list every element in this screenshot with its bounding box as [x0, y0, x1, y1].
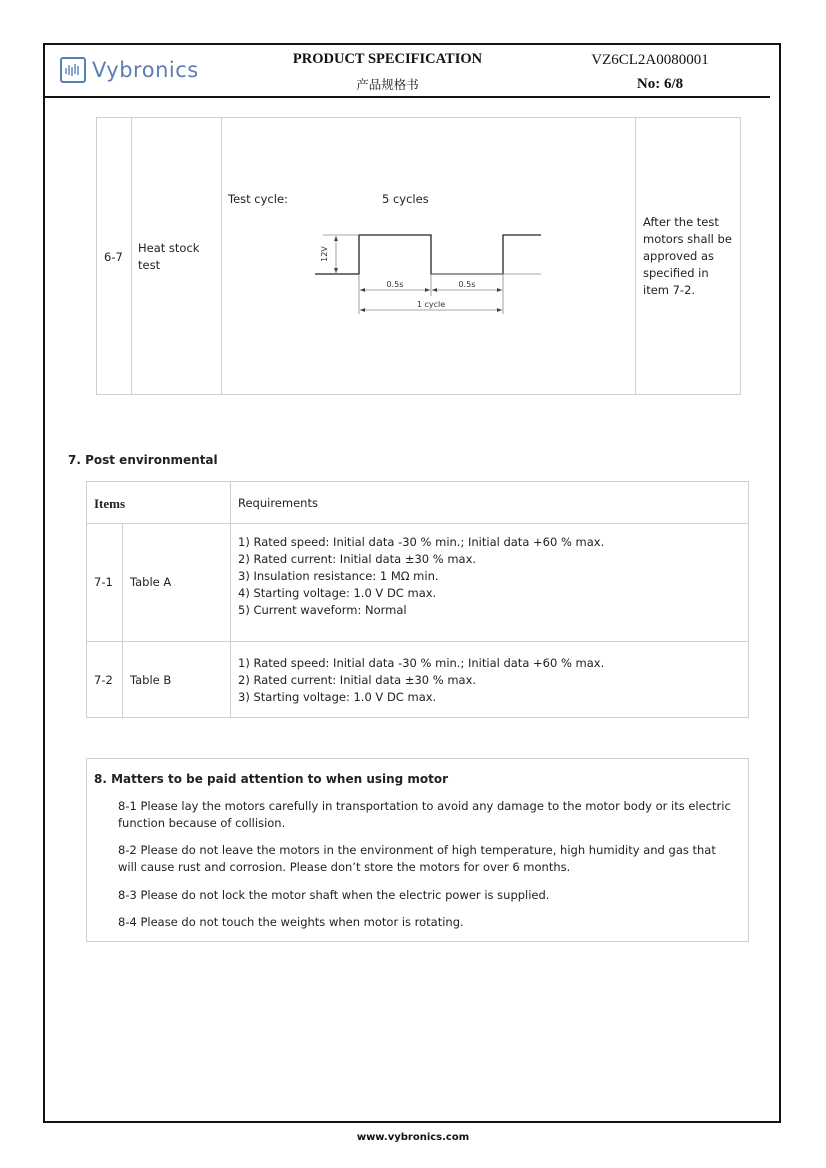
- heat-cycle-diagram: [315, 226, 545, 318]
- table-divider: [221, 118, 222, 394]
- table-divider: [122, 523, 123, 717]
- requirements-header: Requirements: [238, 496, 318, 510]
- section-8-title: 8. Matters to be paid attention to when using motor: [94, 772, 449, 786]
- row-number: 7-1: [94, 575, 113, 589]
- table-divider: [230, 482, 231, 717]
- row-name: Table A: [130, 575, 172, 589]
- section-7-title: 7. Post environmental: [68, 453, 218, 467]
- requirement-line: 5) Current waveform: Normal: [238, 603, 407, 617]
- requirement-line: 2) Rated current: Initial data ±30 % max.: [238, 552, 477, 566]
- test-item: Heat stock test: [138, 241, 200, 272]
- document-number: VZ6CL2A0080001: [591, 52, 709, 68]
- table-divider: [87, 523, 748, 524]
- table-divider: [87, 641, 748, 642]
- requirement-line: 3) Insulation resistance: 1 MΩ min.: [238, 569, 439, 583]
- caution-item: 8-4 Please do not touch the weights when motor is rotating.: [118, 915, 464, 929]
- document-subtitle: 产品规格书: [356, 77, 419, 92]
- vybronics-logo: [60, 55, 199, 85]
- half-period-label: 0.5s: [458, 280, 476, 289]
- table-divider: [131, 118, 132, 394]
- requirement-line: 1) Rated speed: Initial data -30 % min.; Initial data +60 % max.: [238, 656, 605, 670]
- section-8-box: [86, 758, 749, 942]
- caution-item: 8-2 Please do not leave the motors in the environment of high temperature, high humidity and gas that will cause rust and corrosion. Please don’t store the motors for over 6 months.: [118, 843, 716, 874]
- table-divider: [635, 118, 636, 394]
- requirements-list: [238, 655, 743, 706]
- row-name: Table B: [130, 673, 172, 687]
- test-cycle-label: Test cycle:: [228, 192, 288, 206]
- footer-url: www.vybronics.com: [356, 1132, 470, 1143]
- caution-item: 8-3 Please do not lock the motor shaft when the electric power is supplied.: [118, 888, 550, 902]
- header-rule: [45, 96, 770, 98]
- logo-text: Vybronics: [92, 58, 199, 82]
- test-result: After the test motors shall be approved as specified in item 7-2.: [643, 215, 732, 297]
- page-number: No: 6/8: [636, 76, 684, 92]
- test-number: 6-7: [104, 250, 123, 264]
- requirement-line: 2) Rated current: Initial data ±30 % max.: [238, 673, 477, 687]
- waveform-logo-icon: [60, 57, 86, 83]
- requirement-line: 4) Starting voltage: 1.0 V DC max.: [238, 586, 437, 600]
- cycle-label: 1 cycle: [416, 300, 446, 309]
- test-cycle-value: 5 cycles: [382, 192, 429, 206]
- test-table-6-7: [96, 117, 741, 395]
- post-environmental-table: [86, 481, 749, 718]
- voltage-label: 12V: [320, 246, 329, 262]
- row-number: 7-2: [94, 673, 113, 687]
- requirement-line: 1) Rated speed: Initial data -30 % min.; Initial data +60 % max.: [238, 535, 605, 549]
- document-title: PRODUCT SPECIFICATION: [292, 51, 483, 67]
- requirements-list: [238, 534, 743, 619]
- items-header: Items: [94, 496, 126, 511]
- caution-item: 8-1 Please lay the motors carefully in transportation to avoid any damage to the motor body or its electric function because of collision.: [118, 799, 731, 830]
- requirement-line: 3) Starting voltage: 1.0 V DC max.: [238, 690, 437, 704]
- half-period-label: 0.5s: [386, 280, 404, 289]
